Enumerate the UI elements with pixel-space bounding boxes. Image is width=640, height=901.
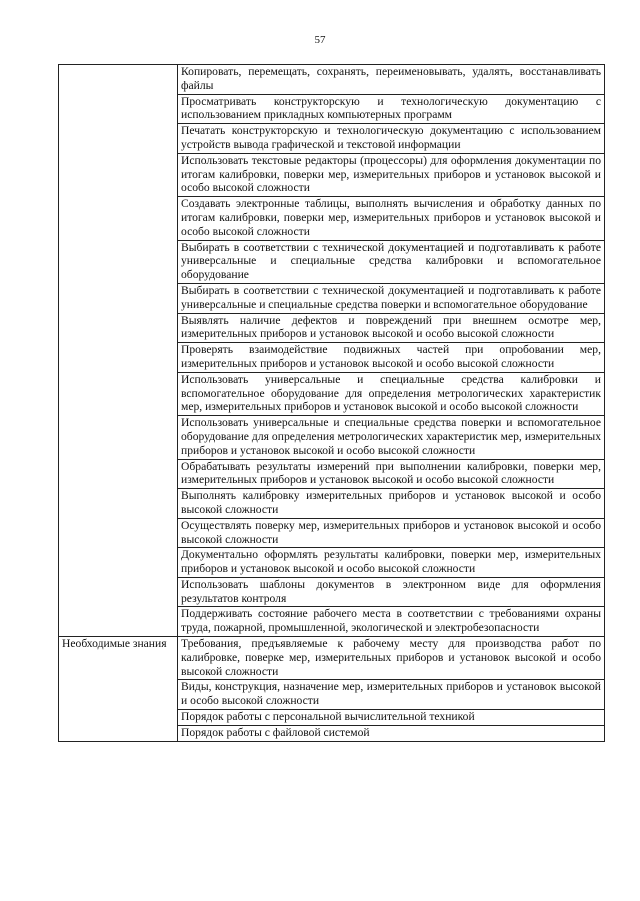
skill-item: Просматривать конструкторскую и технологическую документацию с использованием прикладных компьютерных программ <box>178 94 605 124</box>
skill-item: Выявлять наличие дефектов и повреждений при внешнем осмотре мер, измерительных приборов и установок высокой и особо высокой сложности <box>178 313 605 343</box>
skill-item: Поддерживать состояние рабочего места в соответствии с требованиями охраны труда, пожарной, промышленной, экологической и электробезопасности <box>178 607 605 637</box>
page-number: 57 <box>314 34 326 46</box>
skill-item: Использовать шаблоны документов в электронном виде для оформления результатов контроля <box>178 577 605 607</box>
knowledge-label: Необходимые знания <box>59 637 178 742</box>
skill-item: Выполнять калибровку измерительных приборов и установок высокой и особо высокой сложности <box>178 489 605 519</box>
skill-item: Использовать универсальные и специальные средства поверки и вспомогательное оборудование для определения метрологических характеристик мер, измерительных приборов и установок высокой и особо высокой сложности <box>178 416 605 459</box>
skill-item: Создавать электронные таблицы, выполнять вычисления и обработку данных по итогам калибровки, поверки мер, измерительных приборов и установок высокой и особо высокой сложности <box>178 197 605 240</box>
skill-item: Выбирать в соответствии с технической документацией и подготавливать к работе универсальные и специальные средства калибровки и вспомогательное оборудование <box>178 240 605 283</box>
skill-item: Осуществлять поверку мер, измерительных приборов и установок высокой и особо высокой сложности <box>178 518 605 548</box>
skill-item: Проверять взаимодействие подвижных частей при опробовании мер, измерительных приборов и установок высокой и особо высокой сложности <box>178 343 605 373</box>
knowledge-item: Порядок работы с файловой системой <box>178 725 605 741</box>
skill-item: Обрабатывать результаты измерений при выполнении калибровки, поверки мер, измерительных приборов и установок высокой и особо высокой сложности <box>178 459 605 489</box>
table-row <box>59 637 605 680</box>
skills-label-cell <box>59 65 178 637</box>
knowledge-item: Виды, конструкция, назначение мер, измерительных приборов и установок высокой и особо высокой сложности <box>178 680 605 710</box>
knowledge-item: Требования, предъявляемые к рабочему месту для производства работ по калибровке, поверке мер, измерительных приборов и установок высокой и особо высокой сложности <box>178 637 605 680</box>
skill-item: Копировать, перемещать, сохранять, переименовывать, удалять, восстанавливать файлы <box>178 65 605 95</box>
skill-item: Использовать универсальные и специальные средства калибровки и вспомогательное оборудование для определения метрологических характеристик мер, измерительных приборов и установок высокой и особо высокой сложности <box>178 372 605 415</box>
skill-item: Выбирать в соответствии с технической документацией и подготавливать к работе универсальные и специальные средства поверки и вспомогательное оборудование <box>178 283 605 313</box>
skill-item: Печатать конструкторскую и технологическую документацию с использованием устройств вывода графической и текстовой информации <box>178 124 605 154</box>
skill-item: Документально оформлять результаты калибровки, поверки мер, измерительных приборов и установок высокой и особо высокой сложности <box>178 548 605 578</box>
knowledge-item: Порядок работы с персональной вычислительной техникой <box>178 710 605 726</box>
requirements-table <box>58 64 605 742</box>
table-row <box>59 65 605 95</box>
skill-item: Использовать текстовые редакторы (процессоры) для оформления документации по итогам калибровки, поверки мер, измерительных приборов и установок высокой и особо высокой сложности <box>178 153 605 196</box>
